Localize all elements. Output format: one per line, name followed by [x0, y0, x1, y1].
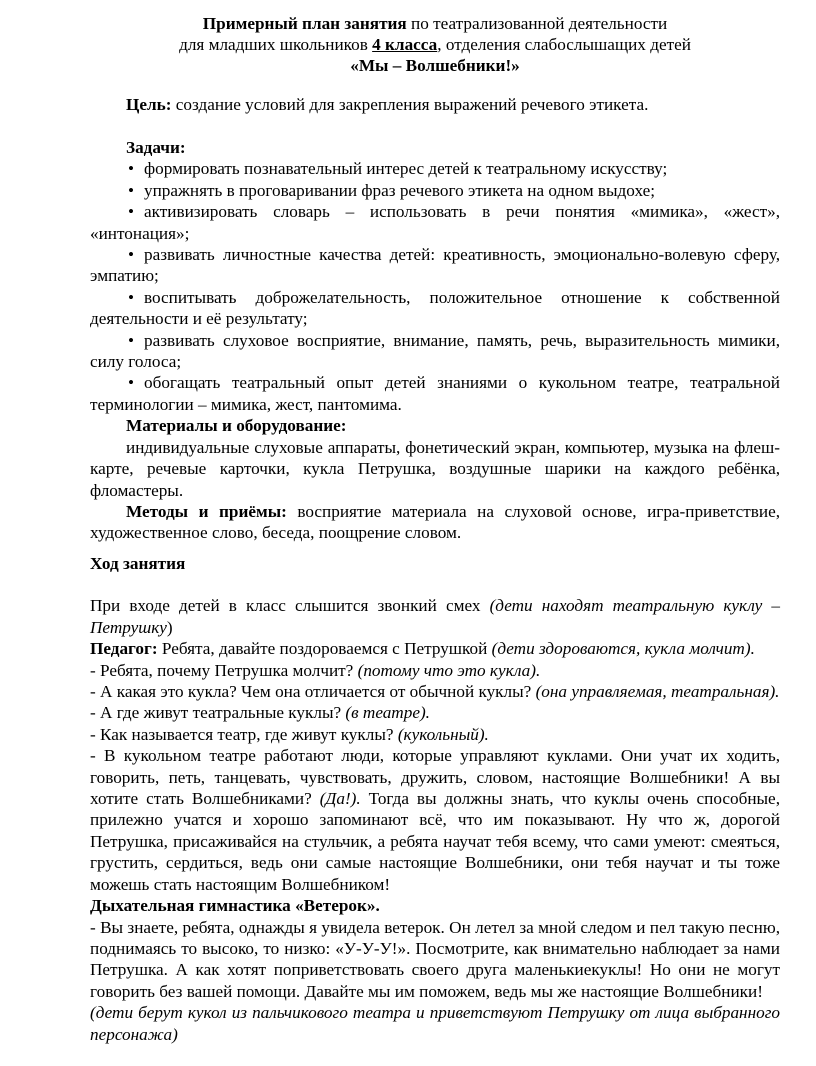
teacher-label: Педагог:	[90, 639, 158, 659]
question-line	[90, 660, 780, 681]
task-item	[90, 244, 780, 287]
question-text: - Ребята, почему Петрушка молчит?	[90, 660, 358, 680]
paragraph-text: Тогда вы должны знать, что куклы очень способные, прилежно учатся и хорошо запоминают всё, что им показывают. Ну что ж, дорогой Петрушка, присаживайся на стульчик, а ребята научат тебя всему, что сами умеют: смеяться, грустить, сердиться, ведь они самые настоящие Волшебники, они тебя научат и ты тоже можешь стать настоящим Волшебником!	[90, 789, 780, 894]
header-department: , отделения слабослышащих детей	[437, 35, 691, 54]
bullet-icon: •	[127, 287, 135, 307]
paragraph-text: - В кукольном театре работают люди, которые управляют куклами. Они учат их ходить, говорить, петь, танцевать, чувствовать, дружить, словом, настоящие Волшебники! А вы хотите стать Волшебниками?	[90, 746, 780, 809]
task-text: развивать слуховое восприятие, внимание, память, речь, выразительность мимики, силу голоса;	[90, 330, 780, 372]
breathing-heading: Дыхательная гимнастика «Ветерок».	[90, 896, 380, 916]
question-text: - А какая это кукла? Чем она отличается от обычной куклы?	[90, 682, 536, 702]
goal-text: создание условий для закрепления выражений речевого этикета.	[171, 95, 649, 114]
header-grade: 4 класса	[372, 35, 438, 54]
answer-italic: (в театре).	[345, 703, 430, 723]
question-text: - Как называется театр, где живут куклы?	[90, 724, 398, 744]
bullet-icon: •	[127, 202, 135, 222]
lesson-heading: Ход занятия	[90, 554, 186, 573]
answer-italic: (кукольный).	[397, 724, 489, 744]
tasks-label: Задачи:	[126, 138, 186, 157]
answer-italic: (она управляемая, театральная).	[535, 682, 780, 702]
task-item	[90, 372, 780, 415]
methods-label: Методы и приёмы:	[126, 501, 287, 521]
intro-text: При входе детей в класс слышится звонкий смех	[90, 596, 490, 616]
document-header	[90, 13, 780, 76]
teacher-italic: (дети здороваются, кукла молчит).	[491, 639, 755, 659]
task-text: обогащать театральный опыт детей знаниями о кукольном театре, театральной терминологии – мимика, жест, пантомима.	[90, 373, 780, 414]
goal-section	[126, 94, 780, 115]
materials-text: индивидуальные слуховые аппараты, фонетический экран, компьютер, музыка на флеш-карте, речевые карточки, кукла Петрушка, воздушные шарики на каждого ребёнка, фломастеры.	[90, 437, 780, 500]
task-text: воспитывать доброжелательность, положительное отношение к собственной деятельности и её результату;	[90, 287, 780, 329]
answer-italic: (потому что это кукла).	[357, 660, 541, 680]
bullet-icon: •	[127, 159, 135, 179]
task-text: развивать личностные качества детей: креативность, эмоционально-волевую сферу, эмпатию;	[90, 245, 780, 286]
question-line	[90, 681, 780, 702]
answer-italic: (Да!).	[319, 789, 361, 809]
lesson-title: «Мы – Волшебники!»	[350, 56, 520, 75]
header-line-1	[90, 13, 780, 34]
task-item	[90, 201, 780, 244]
teacher-text: Ребята, давайте поздороваемся с Петрушкой	[157, 639, 492, 659]
spacer	[90, 574, 780, 595]
task-item	[90, 330, 780, 373]
goal-label: Цель:	[126, 95, 172, 114]
bullet-icon: •	[127, 330, 135, 350]
bullet-icon: •	[127, 180, 135, 200]
intro-close: )	[166, 617, 173, 637]
methods-text: восприятие материала на слуховой основе, игра-приветствие, художественное слово, беседа, поощрение словом.	[90, 501, 780, 543]
bullet-icon: •	[127, 373, 135, 393]
materials-label: Материалы и оборудование:	[126, 416, 347, 436]
header-title-rest: по театрализованной деятельности	[406, 14, 668, 33]
lesson-section	[90, 553, 780, 1045]
lesson-paragraph	[90, 745, 780, 895]
task-item	[90, 180, 780, 201]
task-item	[90, 158, 780, 179]
task-text: формировать познавательный интерес детей к театральному искусству;	[144, 159, 668, 179]
lesson-stage-direction: (дети берут кукол из пальчикового театра и приветствуют Петрушку от лица выбранного персонажа)	[90, 1003, 780, 1044]
bullet-icon: •	[127, 245, 135, 265]
lesson-intro	[90, 595, 780, 638]
task-text: упражнять в проговаривании фраз речевого этикета на одном выдохе;	[144, 180, 656, 200]
tasks-section	[90, 137, 780, 544]
question-text: - А где живут театральные куклы?	[90, 703, 346, 723]
task-text: активизировать словарь – использовать в речи понятия «мимика», «жест», «интонация»;	[90, 202, 780, 243]
question-line	[90, 724, 780, 745]
lesson-paragraph: - Вы знаете, ребята, однажды я увидела ветерок. Он летел за мной следом и пел такую песню, поднимаясь то высоко, то низко: «У-У-У!». Посмотрите, как внимательно наблюдает за нами Петрушка. А как хотят поприветствовать своего друга маленькиекуклы! Но они не могут говорить без вашей помощи. Давайте мы им поможем, ведь мы же настоящие Волшебники!	[90, 917, 780, 1001]
intro-italic: (дети находят театральную куклу – Петрушку	[90, 596, 781, 637]
question-line	[90, 702, 780, 723]
header-title-bold: Примерный план занятия	[202, 14, 407, 33]
teacher-line	[90, 638, 780, 659]
methods-paragraph	[90, 501, 780, 544]
header-audience: для младших школьников	[179, 35, 373, 54]
header-line-2	[90, 34, 780, 55]
task-item	[90, 287, 780, 330]
